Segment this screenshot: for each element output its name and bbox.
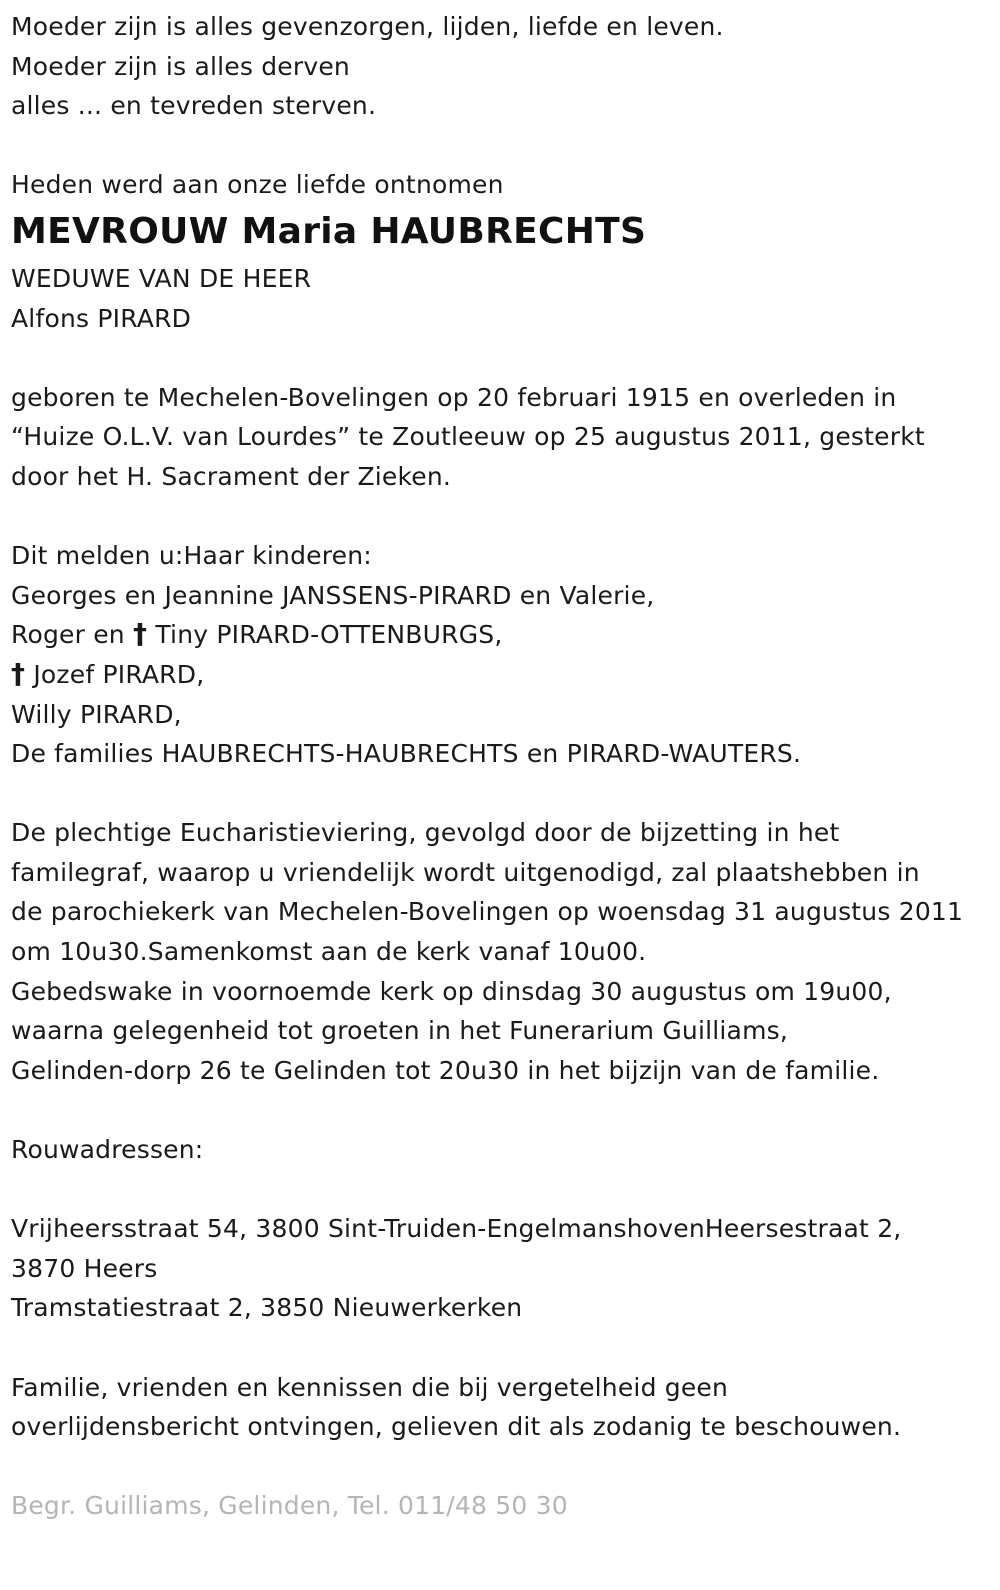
address-line: Tramstatiestraat 2, 3850 Nieuwerkerken [11,1293,523,1323]
cross-icon: † [11,656,26,690]
spacer [11,1090,986,1130]
obituary-notice [11,7,986,1526]
paragraph-line: familegraf, waarop u vriendelijk wordt uitgenodigd, zal plaatshebben in [11,857,920,887]
poem-line: Moeder zijn is alles derven [11,51,350,81]
announcer-text: Tiny PIRARD-OTTENBURGS, [147,620,503,650]
paragraph-line: De plechtige Eucharistieviering, gevolgd door de bijzetting in het [11,818,840,848]
paragraph-line: Gebedswake in voornoemde kerk op dinsdag 30 augustus om 19u00, [11,976,892,1006]
announcer-text: Jozef PIRARD, [25,659,205,689]
announcer-text: Roger en [11,620,133,650]
spacer [11,126,986,166]
poem-line: alles ... en tevreden sterven. [11,91,377,121]
announcer-line: Georges en Jeannine JANSSENS-PIRARD en Valerie, [11,580,655,610]
paragraph-line: Familie, vrienden en kennissen die bij vergetelheid geen [11,1372,729,1402]
spacer [11,774,986,814]
poem [11,7,986,126]
funeral-home-footer: Begr. Guilliams, Gelinden, Tel. 011/48 50 30 [11,1491,568,1521]
paragraph-line: geboren te Mechelen-Bovelingen op 20 februari 1915 en overleden in [11,382,897,412]
paragraph-line: waarna gelegenheid tot groeten in het Funerarium Guilliams, [11,1016,788,1046]
paragraph-line: Gelinden-dorp 26 te Gelinden tot 20u30 in het bijzijn van de familie. [11,1055,880,1085]
ceremony-paragraph [11,813,986,1090]
spacer [11,497,986,537]
cross-icon: † [133,617,148,651]
address-line: 3870 Heers [11,1253,158,1283]
deceased-name: MEVROUW Maria HAUBRECHTS [11,210,647,252]
paragraph-line: om 10u30.Samenkomst aan de kerk vanaf 10u00. [11,937,647,967]
birth-death-paragraph [11,378,986,497]
poem-line: Moeder zijn is alles gevenzorgen, lijden, liefde en leven. [11,12,724,41]
deceased-spouse: Alfons PIRARD [11,303,192,333]
paragraph-line: “Huize O.L.V. van Lourdes” te Zoutleeuw op 25 augustus 2011, gesterkt [11,422,925,452]
announcer-line [11,655,986,695]
address-line: Vrijheersstraat 54, 3800 Sint-Truiden-EngelmanshovenHeersestraat 2, [11,1214,902,1244]
paragraph-line: door het H. Sacrament der Zieken. [11,461,452,491]
addresses-heading: Rouwadressen: [11,1135,204,1165]
paragraph-line: de parochiekerk van Mechelen-Bovelingen op woensdag 31 augustus 2011 [11,897,964,927]
announcers-list [11,536,986,774]
paragraph-line: overlijdensbericht ontvingen, gelieven dit als zodanig te beschouwen. [11,1412,902,1442]
closing-paragraph [11,1368,986,1447]
announcer-line: Willy PIRARD, [11,699,182,729]
deceased-relation: WEDUWE VAN DE HEER [11,263,312,293]
spacer [11,1328,986,1368]
addresses-list [11,1209,986,1328]
announcer-line: De families HAUBRECHTS-HAUBRECHTS en PIRARD-WAUTERS. [11,739,802,769]
spacer [11,1447,986,1487]
announcer-line [11,615,986,655]
intro-text: Heden werd aan onze liefde ontnomen [11,170,504,200]
spacer [11,338,986,378]
spacer [11,1170,986,1210]
announcers-heading: Dit melden u:Haar kinderen: [11,541,372,571]
